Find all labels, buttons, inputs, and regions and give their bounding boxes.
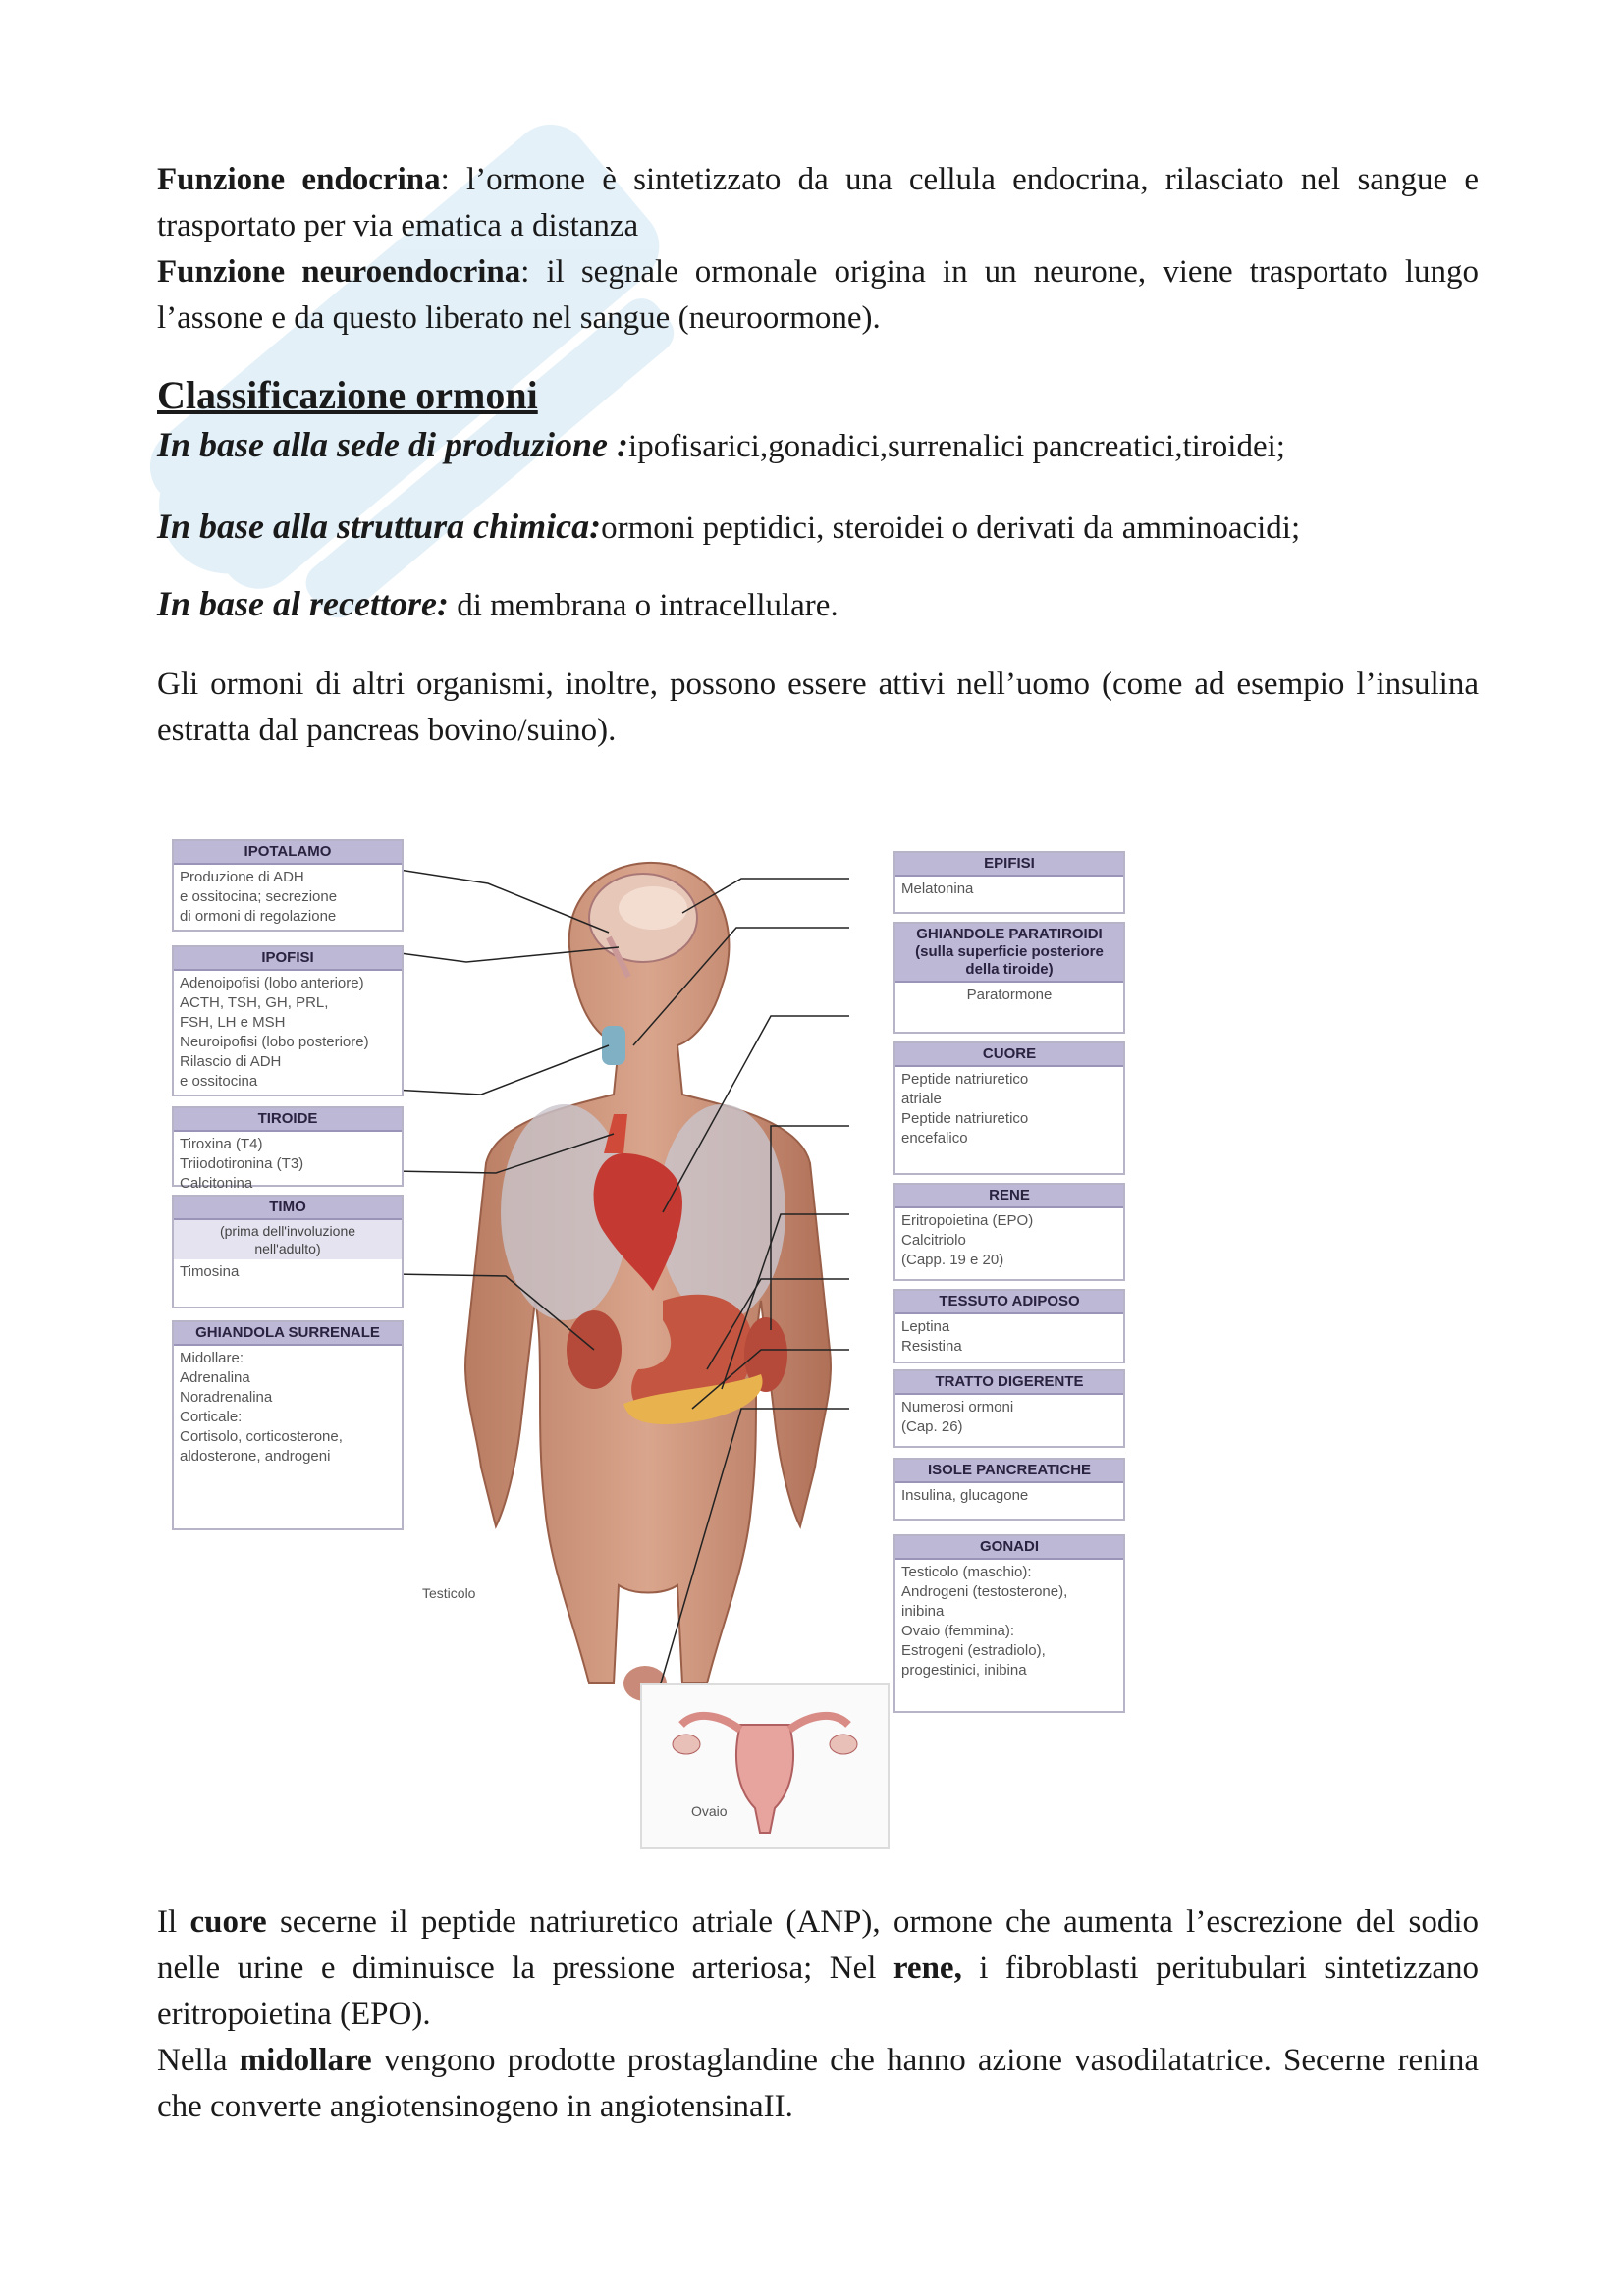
label-thyroid: TIROIDE Tiroxina (T4) Triiodotironina (T3) Calcitonina	[172, 1106, 404, 1187]
label-digestive-tract: TRATTO DIGERENTE Numerosi ormoni (Cap. 26)	[893, 1369, 1125, 1448]
endocrine-system-figure	[172, 839, 1154, 1845]
label-kidney: RENE Eritropoietina (EPO) Calcitriolo (Capp. 19 e 20)	[893, 1183, 1125, 1281]
paragraph-medulla: Nella midollare vengono prodotte prostaglandine che hanno azione vasodilatatrice. Secerne renina che converte angiotensinogeno in angiotensinaII.	[157, 2043, 1479, 2124]
paragraph-neuroendocrine: Funzione neuroendocrina: il segnale ormonale origina in un neurone, viene trasportato lungo l’assone e da questo liberato nel sangue (neuroormone).	[157, 254, 1479, 336]
ovary-inset	[640, 1683, 890, 1849]
label-adipose-tissue: TESSUTO ADIPOSO Leptina Resistina	[893, 1289, 1125, 1363]
label-thymus: TIMO (prima dell'involuzione nell'adulto) Timosina	[172, 1195, 404, 1308]
criterion-chemical-structure: In base alla struttura chimica:ormoni peptidici, steroidei o derivati da amminoacidi;	[157, 507, 1301, 546]
label-heart: CUORE Peptide natriuretico atriale Peptide natriuretico encefalico	[893, 1041, 1125, 1175]
label-pineal-gland: EPIFISI Melatonina	[893, 851, 1125, 914]
label-pancreatic-islets: ISOLE PANCREATICHE Insulina, glucagone	[893, 1458, 1125, 1521]
paragraph-endocrine: Funzione endocrina: l’ormone è sintetizzato da una cellula endocrina, rilasciato nel sangue e trasportato per via ematica a distanza	[157, 162, 1479, 243]
label-testicle: Testicolo	[422, 1585, 476, 1601]
criterion-receptor: In base al recettore: di membrana o intracellulare.	[157, 584, 839, 623]
label-pituitary: IPOFISI Adenoipofisi (lobo anteriore) ACTH, TSH, GH, PRL, FSH, LH e MSH Neuroipofisi (lobo posteriore) Rilascio di ADH e ossitocina	[172, 945, 404, 1096]
label-ovary: Ovaio	[691, 1803, 728, 1819]
label-adrenal-gland: GHIANDOLA SURRENALE Midollare: Adrenalina Noradrenalina Corticale: Cortisolo, corticosterone, aldosterone, androgeni	[172, 1320, 404, 1530]
label-gonads: GONADI Testicolo (maschio): Androgeni (testosterone), inibina Ovaio (femmina): Estrogeni (estradiolo), progestinici, inibina	[893, 1534, 1125, 1713]
paragraph-heart-kidney: Il cuore secerne il peptide natriuretico atriale (ANP), ormone che aumenta l’escrezione del sodio nelle urine e diminuisce la pressione arteriosa; Nel rene, i fibroblasti peritubulari sintetizzano eritropoietina (EPO).	[157, 1904, 1479, 2032]
section-heading: Classificazione ormoni	[157, 373, 538, 417]
paragraph-other-organisms: Gli ormoni di altri organismi, inoltre, possono essere attivi nell’uomo (come ad esempio l’insulina estratta dal pancreas bovino/suino).	[157, 667, 1479, 748]
uterus-illustration	[642, 1685, 888, 1847]
label-parathyroid: GHIANDOLE PARATIROIDI (sulla superficie posteriore della tiroide) Paratormone	[893, 922, 1125, 1034]
label-hypothalamus: IPOTALAMO Produzione di ADH e ossitocina; secrezione di ormoni di regolazione	[172, 839, 404, 932]
criterion-production-site: In base alla sede di produzione :ipofisarici,gonadici,surrenalici pancreatici,tiroidei;	[157, 425, 1285, 464]
